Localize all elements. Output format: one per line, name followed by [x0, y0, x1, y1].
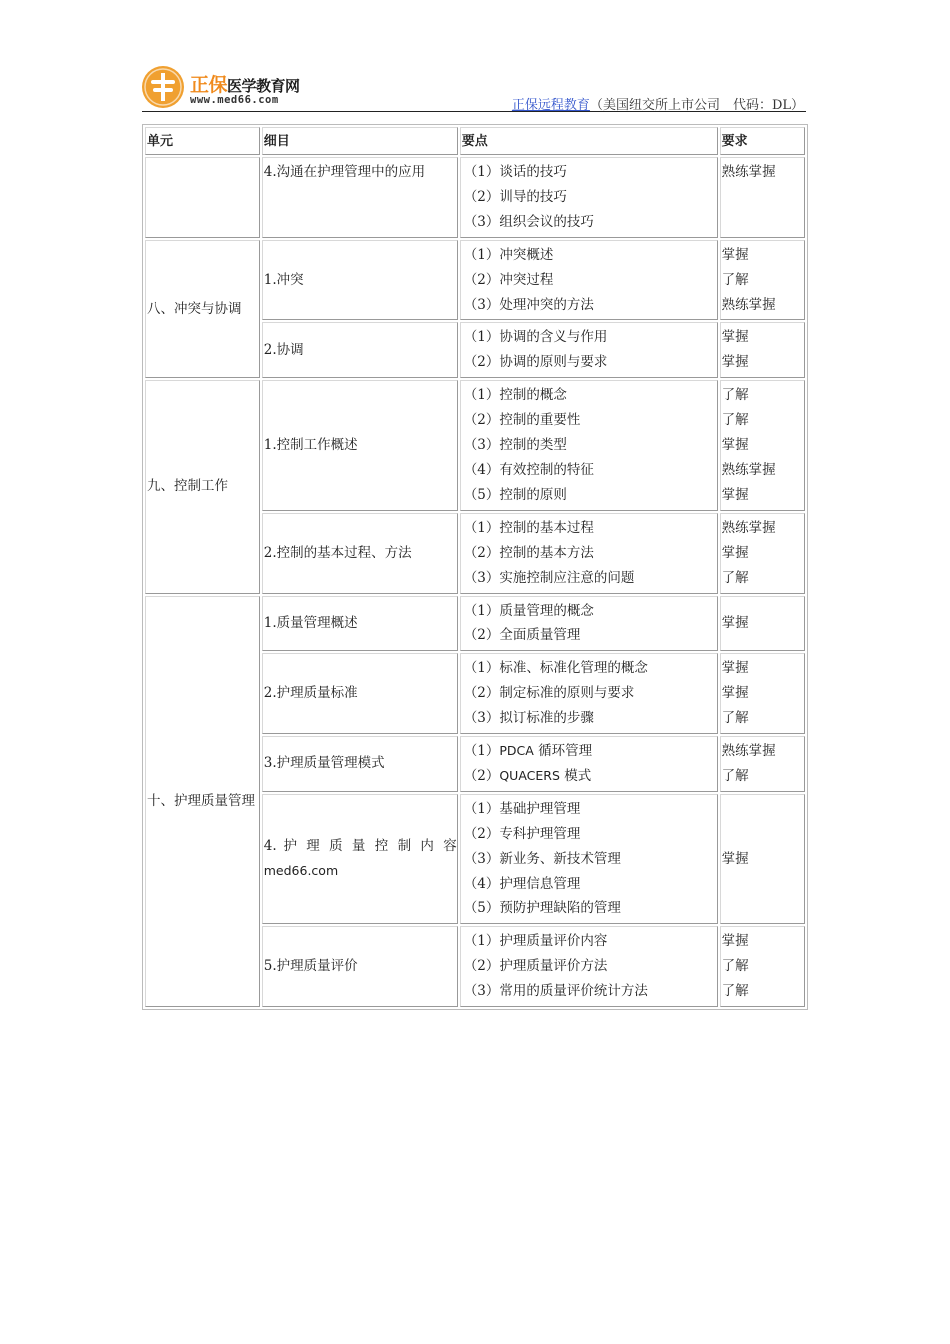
point-item: （3）组织会议的技巧 — [463, 213, 594, 230]
requirement-level: 掌握 — [721, 850, 749, 867]
points-cell — [460, 794, 718, 925]
item-cell — [262, 240, 458, 321]
item-text: 1.冲突 — [263, 271, 304, 288]
requirement-level: 掌握 — [721, 437, 749, 454]
requirement-level: 了解 — [721, 983, 749, 1000]
point-item: （2）全面质量管理 — [463, 627, 581, 644]
logo-name-dark: 医学教育网 — [227, 77, 300, 95]
item-cell — [262, 794, 458, 925]
item-text: 2.控制的基本过程、方法 — [263, 544, 412, 561]
requirement-level: 了解 — [721, 271, 749, 288]
item-text: 4.沟通在护理管理中的应用 — [263, 164, 426, 180]
item-cell — [262, 322, 458, 378]
point-item: （3）处理冲突的方法 — [463, 296, 594, 313]
logo[interactable] — [142, 64, 317, 110]
header-divider — [142, 111, 806, 112]
requirement-level: 了解 — [721, 387, 749, 404]
requirement-level: 掌握 — [721, 354, 749, 371]
logo-name — [190, 70, 300, 97]
requirement-level: 掌握 — [721, 614, 749, 631]
item-cell — [262, 380, 458, 511]
table-row — [145, 596, 805, 652]
point-item: （3）拟订标准的步骤 — [463, 710, 594, 727]
point-item: （2）训导的技巧 — [463, 188, 567, 205]
requirement-level: 掌握 — [721, 486, 749, 503]
points-cell — [460, 380, 718, 511]
unit-cell: 九、控制工作 — [145, 380, 260, 593]
table-row — [145, 240, 805, 321]
requirement-level: 熟练掌握 — [721, 164, 776, 180]
requirement-cell — [720, 596, 805, 652]
logo-emblem-icon — [142, 66, 184, 108]
item-extra-text: med66.com — [263, 863, 339, 879]
item-cell — [262, 157, 458, 238]
points-cell — [460, 157, 718, 238]
item-cell — [262, 513, 458, 594]
point-item: （1）标准、标准化管理的概念 — [463, 660, 648, 677]
requirement-level: 掌握 — [721, 246, 749, 263]
point-item: （3）新业务、新技术管理 — [463, 850, 621, 867]
logo-url: www.med66.com — [190, 94, 279, 106]
point-item: （1）护理质量评价内容 — [463, 933, 608, 950]
syllabus-table — [142, 124, 808, 1010]
requirement-level: 熟练掌握 — [721, 519, 776, 536]
requirement-level: 掌握 — [721, 685, 749, 702]
point-item: （5）控制的原则 — [463, 486, 567, 503]
requirement-cell — [720, 240, 805, 321]
page-header — [142, 64, 806, 114]
point-item: （3）实施控制应注意的问题 — [463, 569, 635, 586]
points-cell — [460, 926, 718, 1007]
item-text: 4. 护 理 质 量 控 制 内 容 — [263, 838, 457, 855]
points-cell — [460, 736, 718, 792]
requirement-cell — [720, 322, 805, 378]
unit-cell: 八、冲突与协调 — [145, 240, 260, 379]
point-item: （1）控制的基本过程 — [463, 519, 594, 536]
requirement-cell — [720, 513, 805, 594]
points-cell — [460, 653, 718, 734]
point-item: （1）控制的概念 — [463, 387, 567, 404]
requirement-level: 了解 — [721, 569, 749, 586]
item-cell — [262, 653, 458, 734]
item-cell — [262, 596, 458, 652]
requirement-cell — [720, 794, 805, 925]
point-item: （1）谈话的技巧 — [463, 164, 567, 180]
requirement-cell — [720, 653, 805, 734]
requirement-cell — [720, 157, 805, 238]
requirement-level: 熟练掌握 — [721, 461, 776, 478]
requirement-cell — [720, 736, 805, 792]
item-text: 3.护理质量管理模式 — [263, 755, 385, 772]
requirement-level: 了解 — [721, 958, 749, 975]
header-item: 细目 — [262, 127, 458, 155]
requirement-level: 了解 — [721, 710, 749, 727]
points-cell — [460, 240, 718, 321]
header-unit: 单元 — [145, 127, 260, 155]
point-item: （1）质量管理的概念 — [463, 602, 594, 619]
point-item: （2）护理质量评价方法 — [463, 958, 608, 975]
point-item: （1）PDCA 循环管理 — [463, 743, 593, 760]
requirement-level: 熟练掌握 — [721, 743, 776, 760]
point-item: （1）基础护理管理 — [463, 800, 581, 817]
point-item: （2）冲突过程 — [463, 271, 554, 288]
header-requirement: 要求 — [720, 127, 805, 155]
item-text: 1.质量管理概述 — [263, 614, 358, 631]
point-item: （4）有效控制的特征 — [463, 461, 594, 478]
requirement-level: 掌握 — [721, 329, 749, 346]
point-item: （4）护理信息管理 — [463, 875, 581, 892]
point-item: （2）专科护理管理 — [463, 825, 581, 842]
point-item: （3）常用的质量评价统计方法 — [463, 983, 648, 1000]
item-text: 2.协调 — [263, 341, 304, 358]
requirement-level: 了解 — [721, 412, 749, 429]
requirement-level: 掌握 — [721, 933, 749, 950]
requirement-cell — [720, 380, 805, 511]
point-item: （1）协调的含义与作用 — [463, 329, 608, 346]
unit-cell — [145, 157, 260, 238]
point-item: （2）控制的基本方法 — [463, 544, 594, 561]
requirement-level: 掌握 — [721, 660, 749, 677]
point-item: （1）冲突概述 — [463, 246, 554, 263]
requirement-cell — [720, 926, 805, 1007]
item-cell — [262, 736, 458, 792]
requirement-level: 了解 — [721, 767, 749, 784]
points-cell — [460, 322, 718, 378]
requirement-level: 掌握 — [721, 544, 749, 561]
points-cell — [460, 596, 718, 652]
header-points: 要点 — [460, 127, 718, 155]
logo-name-orange: 正保 — [190, 74, 228, 96]
table-header-row — [145, 127, 805, 155]
requirement-level: 熟练掌握 — [721, 296, 776, 313]
point-item: （2）协调的原则与要求 — [463, 354, 608, 371]
item-text: 5.护理质量评价 — [263, 958, 358, 975]
points-cell — [460, 513, 718, 594]
unit-cell: 十、护理质量管理 — [145, 596, 260, 1008]
point-item: （5）预防护理缺陷的管理 — [463, 900, 621, 917]
item-text: 2.护理质量标准 — [263, 685, 358, 702]
table-row — [145, 157, 805, 238]
point-item: （2）控制的重要性 — [463, 412, 581, 429]
point-item: （2）制定标准的原则与要求 — [463, 685, 635, 702]
item-cell — [262, 926, 458, 1007]
table-row — [145, 380, 805, 511]
point-item: （2）QUACERS 模式 — [463, 767, 592, 784]
company-suffix: （美国纽交所上市公司 代码：DL） — [589, 98, 804, 113]
company-link[interactable]: 正保远程教育 — [511, 98, 590, 113]
item-text: 1.控制工作概述 — [263, 437, 358, 454]
point-item: （3）控制的类型 — [463, 437, 567, 454]
